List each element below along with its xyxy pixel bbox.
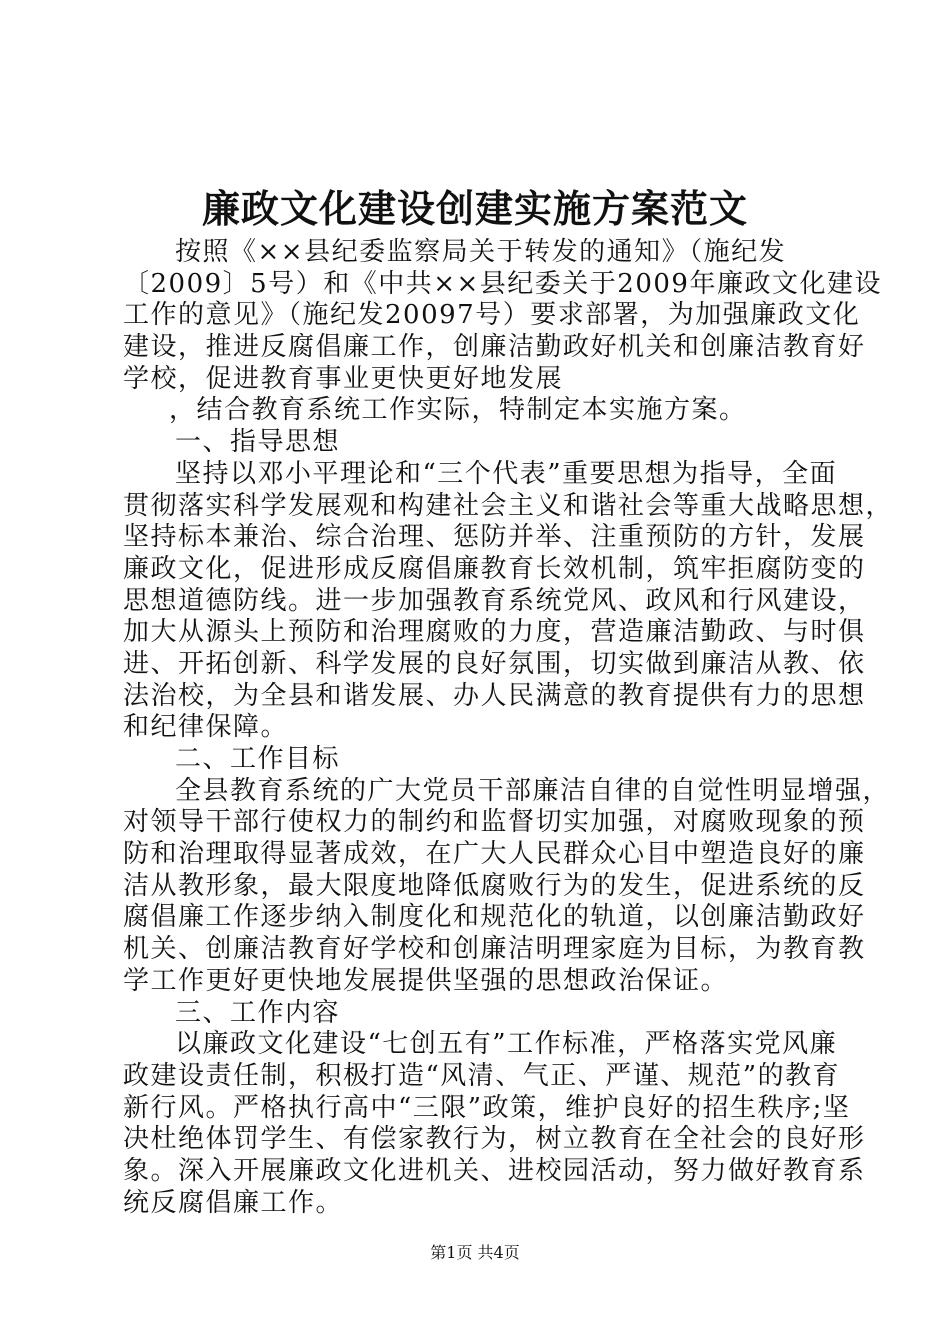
paragraph-guiding-line: 加大从源头上预防和治理腐败的力度，营造廉洁勤政、与时俱 [123, 617, 866, 648]
paragraph-content-line: 统反腐倡廉工作。 [123, 1187, 344, 1218]
paragraph-guiding-line: 坚持标本兼治、综合治理、惩防并举、注重预防的方针，发展 [123, 522, 866, 553]
paragraph-content-line: 以廉政文化建设“七创五有”工作标准，严格落实党风廉 [175, 1029, 838, 1060]
paragraph-intro-line: 按照《××县纪委监察局关于转发的通知》（施纪发 [175, 237, 787, 267]
paragraph-guiding-line: 廉政文化，促进形成反腐倡廉教育长效机制，筑牢拒腐防变的 [123, 553, 866, 584]
section-heading-work-content: 三、工作内容 [175, 997, 341, 1028]
paragraph-goals-line: 对领导干部行使权力的制约和监督切实加强，对腐败现象的预 [123, 807, 866, 838]
paragraph-content-line: 政建设责任制，积极打造“风清、气正、严谨、规范”的教育 [123, 1060, 841, 1091]
paragraph-guiding-line: 法治校，为全县和谐发展、办人民满意的教育提供有力的思想 [123, 680, 866, 711]
paragraph-intro-line: ，结合教育系统工作实际，特制定本实施方案。 [169, 395, 747, 426]
paragraph-goals-line: 学工作更好更快地发展提供坚强的思想政治保证。 [123, 965, 729, 996]
section-heading-work-goals: 二、工作目标 [175, 744, 341, 774]
paragraph-goals-line: 全县教育系统的广大党员干部廉洁自律的自觉性明显增强， [175, 775, 891, 806]
paragraph-guiding-line: 进、开拓创新、科学发展的良好氛围，切实做到廉洁从教、依 [123, 648, 866, 679]
paragraph-intro-line: 工作的意见》（施纪发20097号）要求部署，为加强廉政文化 [123, 300, 861, 331]
paragraph-goals-line: 机关、创廉洁教育好学校和创廉洁明理家庭为目标，为教育教 [123, 934, 866, 965]
paragraph-content-line: 决杜绝体罚学生、有偿家教行为，树立教育在全社会的良好形 [123, 1124, 866, 1155]
paragraph-guiding-line: 贯彻落实科学发展观和构建社会主义和谐社会等重大战略思想， [123, 490, 894, 521]
paragraph-goals-line: 腐倡廉工作逐步纳入制度化和规范化的轨道，以创廉洁勤政好 [123, 902, 866, 933]
paragraph-content-line: 象。深入开展廉政文化进机关、进校园活动，努力做好教育系 [123, 1155, 866, 1186]
paragraph-intro-line: 建设，推进反腐倡廉工作，创廉洁勤政好机关和创廉洁教育好 [123, 332, 866, 363]
document-title: 廉政文化建设创建实施方案范文 [201, 186, 748, 231]
paragraph-guiding-line: 思想道德防线。进一步加强教育系统党风、政风和行风建设， [123, 585, 866, 616]
paragraph-goals-line: 防和治理取得显著成效，在广大人民群众心目中塑造良好的廉 [123, 839, 866, 870]
document-body [123, 237, 894, 1219]
paragraph-intro-line: 学校，促进教育事业更快更好地发展 [123, 363, 564, 394]
paragraph-content-line: 新行风。严格执行高中“三限”政策，维护良好的招生秩序;坚 [123, 1092, 851, 1123]
paragraph-guiding-line: 坚持以邓小平理论和“三个代表”重要思想为指导，全面 [175, 458, 838, 489]
paragraph-goals-line: 洁从教形象，最大限度地降低腐败行为的发生，促进系统的反 [123, 870, 866, 901]
paragraph-intro-line: 〔2009〕5号）和《中共××县纪委关于2009年廉政文化建设 [123, 268, 882, 299]
paragraph-guiding-line: 和纪律保障。 [123, 712, 289, 743]
page-number-footer: 第1页 共4页 [430, 1243, 520, 1262]
section-heading-guiding-thought: 一、指导思想 [175, 427, 341, 458]
